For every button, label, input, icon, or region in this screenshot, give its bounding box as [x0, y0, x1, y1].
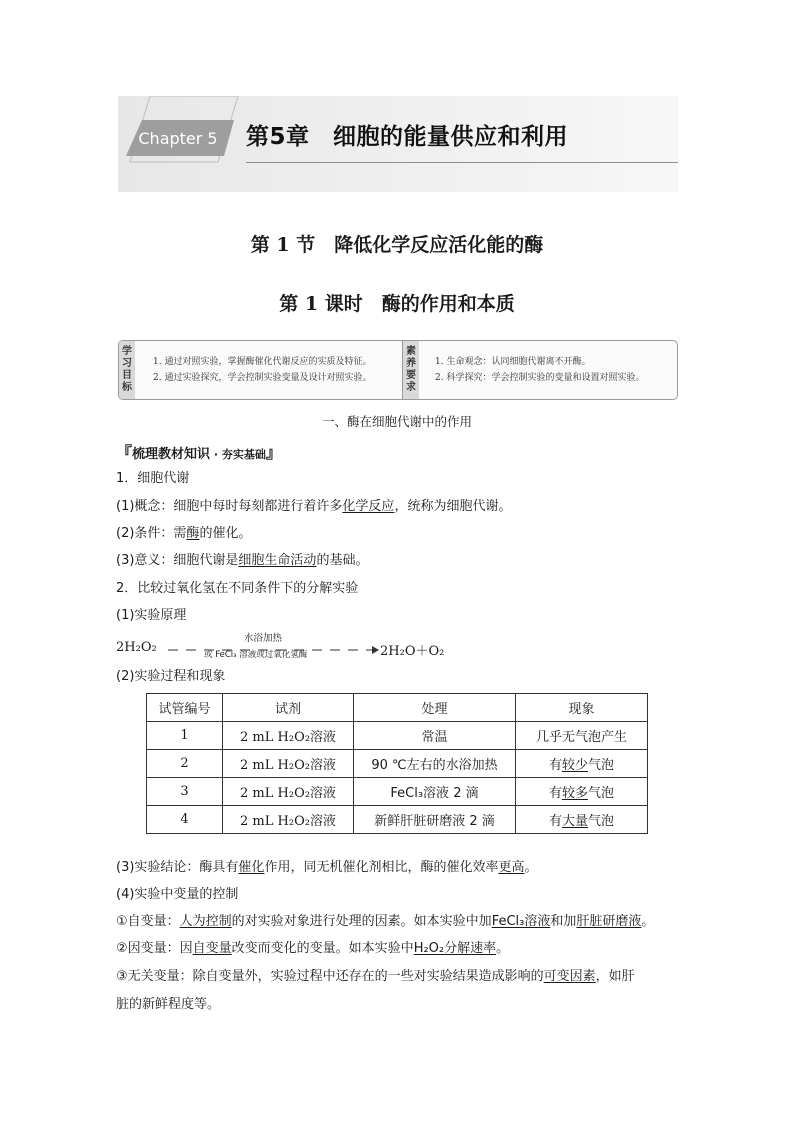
literacy-goals-list: 1. 生命观念：认同细胞代谢离不开酶。 2. 科学探究：学会控制实验的变量和设置对照实验。 — [435, 357, 645, 383]
banner-rule — [246, 162, 678, 163]
reaction-equation — [116, 630, 456, 662]
chapter-title: 第5章 细胞的能量供应和利用 — [246, 124, 569, 150]
table-header-row — [147, 694, 648, 722]
section-title: 第 1 节 降低化学反应活化能的酶 — [250, 234, 544, 256]
chapter-banner — [118, 96, 678, 192]
item1-condition: (2)条件：需酶的催化。 — [116, 526, 252, 541]
item1-concept: (1)概念：细胞中每时每刻都进行着许多化学反应，统称为细胞代谢。 — [116, 499, 512, 514]
table-row: 2 2 mL H₂O₂溶液 90 ℃左右的水浴加热 有较少气泡 — [147, 750, 648, 778]
part-heading: 一、酶在细胞代谢中的作用 — [321, 414, 472, 429]
dependent-variable: ②因变量：因自变量改变而变化的变量。如本实验中H₂O₂分解速率。 — [116, 941, 510, 956]
header-reagent: 试剂 — [223, 694, 354, 722]
header-treatment: 处理 — [354, 694, 516, 722]
irrelevant-variable-line2: 脏的新鲜程度等。 — [116, 997, 221, 1012]
chapter-tag: Chapter 5 — [138, 129, 218, 148]
header-result: 现象 — [516, 694, 648, 722]
table-row: 3 2 mL H₂O₂溶液 FeCl₃溶液 2 滴 有较多气泡 — [147, 778, 648, 806]
header-tube-no: 试管编号 — [147, 694, 223, 722]
experiment-conclusion: (3)实验结论：酶具有催化作用，同无机催化剂相比，酶的催化效率更高。 — [116, 860, 538, 875]
learning-goals-list: 1. 通过对照实验，掌握酶催化代谢反应的实质及特征。 2. 通过实验探究，学会控制实验变量及设计对照实验。 — [153, 357, 372, 383]
irrelevant-variable: ③无关变量：除自变量外，实验过程中还存在的一些对实验结果造成影响的可变因素，如肝 — [116, 969, 635, 984]
item1-title: 1．细胞代谢 — [116, 471, 190, 486]
objectives-box — [118, 340, 678, 400]
variable-control-title: (4)实验中变量的控制 — [116, 887, 239, 902]
lesson-title: 第 1 课时 酶的作用和本质 — [279, 293, 515, 315]
experiment-table — [146, 693, 648, 834]
comb-heading: 『梳理教材知识 · 夯实基础』 — [116, 443, 282, 462]
learning-goals-tag: 学 习 目 标 — [119, 341, 135, 399]
item1-meaning: (3)意义：细胞代谢是细胞生命活动的基础。 — [116, 553, 369, 568]
literacy-goals-tag: 素 养 要 求 — [403, 341, 419, 399]
table-row: 4 2 mL H₂O₂溶液 新鲜肝脏研磨液 2 滴 有大量气泡 — [147, 806, 648, 834]
equation-condition-top: 水浴加热 — [244, 633, 283, 644]
equation-reactant: 2H₂O₂ — [116, 640, 157, 655]
item2-process: (2)实验过程和现象 — [116, 669, 226, 684]
equation-condition-bottom: 或 FeCl₃ 溶液或过氧化氢酶 — [204, 650, 308, 660]
item2-title: 2．比较过氧化氢在不同条件下的分解实验 — [116, 581, 359, 596]
independent-variable: ①自变量：人为控制的对实验对象进行处理的因素。如本实验中加FeCl₃溶液和加肝脏研磨液。 — [116, 914, 655, 929]
equation-products: 2H₂O＋O₂ — [380, 644, 445, 659]
table-row: 1 2 mL H₂O₂溶液 常温 几乎无气泡产生 — [147, 722, 648, 750]
item2-principle: (1)实验原理 — [116, 608, 187, 623]
